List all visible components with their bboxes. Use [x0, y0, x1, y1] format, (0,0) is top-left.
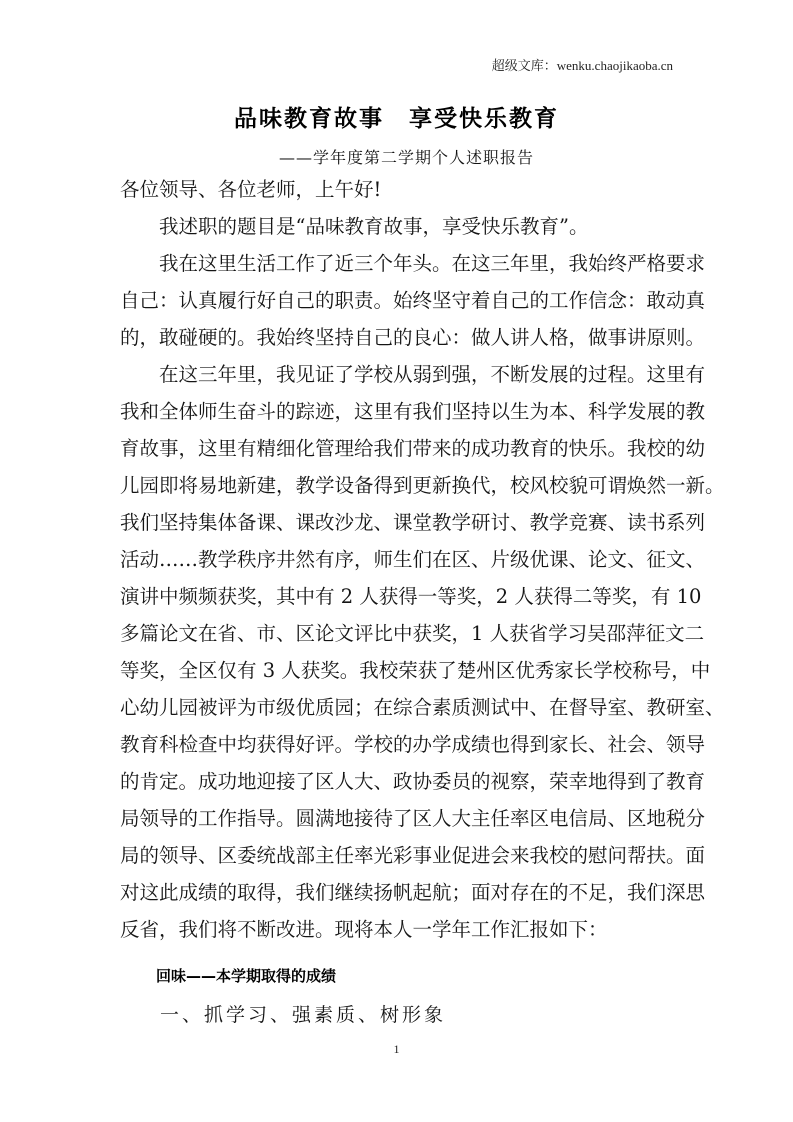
document-subtitle: ——学年度第二学期个人述职报告: [278, 148, 534, 167]
body-line: 育故事，这里有精细化管理给我们带来的成功教育的快乐。我校的幼: [120, 437, 706, 460]
body-line: 局的领导、区委统战部主任率光彩事业促进会来我校的慰问帮扶。面: [120, 844, 706, 867]
body-line: 心幼儿园被评为市级优质园；在综合素质测试中、在督导室、教研室、: [120, 696, 725, 719]
page-number: 1: [393, 1042, 400, 1056]
body-line: 等奖，全区仅有 3 人获奖。我校荣获了楚州区优秀家长学校称号，中: [120, 659, 711, 682]
body-line: 我们坚持集体备课、课改沙龙、课堂教学研讨、教学竞赛、读书系列: [120, 511, 706, 534]
body-line: 的，敢碰硬的。我始终坚持自己的良心：做人讲人格，做事讲原则。: [120, 326, 706, 349]
body-line: 局领导的工作指导。圆满地接待了区人大主任率区电信局、区地税分: [120, 807, 706, 830]
body-line: 活动……教学秩序井然有序，师生们在区、片级优课、论文、征文、: [120, 548, 706, 571]
body-line: 的肯定。成功地迎接了区人大、政协委员的视察，荣幸地得到了教育: [120, 770, 706, 793]
body-line: 自己：认真履行好自己的职责。始终坚守着自己的工作信念：敢动真: [120, 289, 706, 312]
body-line: 对这此成绩的取得，我们继续扬帆起航；面对存在的不足，我们深思: [120, 881, 706, 904]
body-line: 教育科检查中均获得好评。学校的办学成绩也得到家长、社会、领导: [120, 733, 706, 756]
body-line: 演讲中频频获奖，其中有 2 人获得一等奖，2 人获得二等奖，有 10: [120, 585, 702, 608]
greeting-line: 各位领导、各位老师，上午好!: [120, 178, 382, 201]
header-source-note: 超级文库：wenku.chaojikaoba.cn: [491, 58, 673, 73]
body-line: 我述职的题目是“品味教育故事，享受快乐教育”。: [159, 215, 589, 238]
body-line: 反省，我们将不断改进。现将本人一学年工作汇报如下：: [120, 918, 608, 941]
body-line: 我和全体师生奋斗的踪迹，这里有我们坚持以生为本、科学发展的教: [120, 400, 706, 423]
sub-heading: 一、抓学习、强素质、树形象: [160, 1004, 447, 1026]
body-line: 儿园即将易地新建，教学设备得到更新换代，校风校貌可谓焕然一新。: [120, 474, 725, 497]
document-title: 品味教育故事 享受快乐教育: [234, 106, 559, 132]
body-line: 多篇论文在省、市、区论文评比中获奖，1 人获省学习吴邵萍征文二: [120, 622, 705, 645]
body-line: 在这三年里，我见证了学校从弱到强，不断发展的过程。这里有: [159, 363, 706, 386]
body-line: 我在这里生活工作了近三个年头。在这三年里，我始终严格要求: [159, 252, 706, 275]
section-heading: 回味——本学期取得的成绩: [156, 967, 337, 985]
